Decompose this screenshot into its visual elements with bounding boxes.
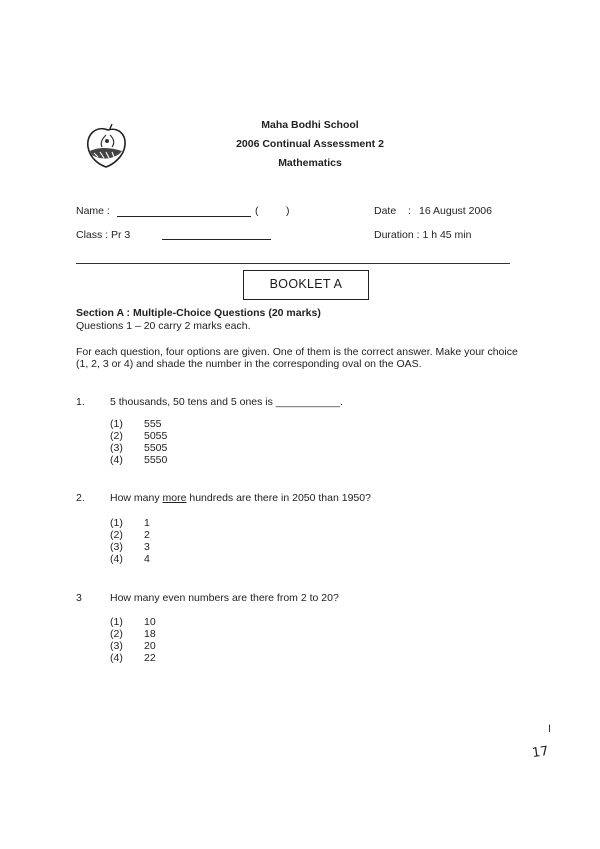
question-2-emphasis: more — [162, 492, 187, 504]
question-2-text-after: hundreds are there in 2050 than 1950? — [186, 492, 371, 504]
option-number: (3) — [110, 541, 123, 553]
option-number: (1) — [110, 517, 123, 529]
question-1-option-2[interactable] — [110, 430, 167, 442]
instructions-line-2: (1, 2, 3 or 4) and shade the number in the corresponding oval on the OAS. — [76, 358, 422, 370]
question-1-option-3[interactable] — [110, 442, 167, 454]
instructions-line-1: For each question, four options are given. One of them is the correct answer. Make your choice — [76, 346, 518, 358]
question-1-number: 1. — [76, 396, 85, 408]
question-2-number: 2. — [76, 492, 85, 504]
name-label: Name : — [76, 205, 110, 217]
question-1-option-1[interactable] — [110, 418, 162, 430]
question-3-option-3[interactable] — [110, 640, 156, 652]
option-value: 5550 — [144, 454, 168, 466]
question-2-text — [110, 492, 371, 504]
option-value: 5505 — [144, 442, 168, 454]
option-value: 1 — [144, 517, 150, 529]
class-field-line[interactable] — [162, 239, 271, 240]
assessment-title: 2006 Continual Assessment 2 — [236, 138, 384, 150]
booklet-label: BOOKLET A — [243, 270, 369, 300]
section-marks-note: Questions 1 – 20 carry 2 marks each. — [76, 320, 251, 332]
option-value: 4 — [144, 553, 150, 565]
option-value: 10 — [144, 616, 156, 628]
duration-label: Duration : 1 h 45 min — [374, 229, 472, 241]
date-label: Date — [374, 205, 397, 217]
handwritten-page-mark: 17 — [531, 743, 550, 762]
name-paren-close: ) — [286, 205, 290, 217]
question-2-option-2[interactable] — [110, 529, 150, 541]
header-divider — [76, 263, 510, 264]
question-2-option-1[interactable] — [110, 517, 150, 529]
option-value: 555 — [144, 418, 162, 430]
question-3-text: How many even numbers are there from 2 to 20? — [110, 592, 339, 604]
option-number: (4) — [110, 454, 123, 466]
date-colon: : — [408, 205, 411, 217]
option-value: 5055 — [144, 430, 168, 442]
question-3-option-1[interactable] — [110, 616, 156, 628]
option-number: (1) — [110, 418, 123, 430]
option-number: (4) — [110, 553, 123, 565]
option-value: 3 — [144, 541, 150, 553]
class-label: Class : Pr 3 — [76, 229, 131, 241]
question-1-text: 5 thousands, 50 tens and 5 ones is ___________. — [110, 396, 343, 408]
question-3-option-4[interactable] — [110, 652, 156, 664]
date-value: 16 August 2006 — [419, 205, 492, 217]
question-3-number: 3 — [76, 592, 82, 604]
option-value: 20 — [144, 640, 156, 652]
section-title: Section A : Multiple-Choice Questions (20 marks) — [76, 307, 321, 319]
school-logo — [82, 121, 130, 169]
option-number: (2) — [110, 430, 123, 442]
option-value: 22 — [144, 652, 156, 664]
option-value: 18 — [144, 628, 156, 640]
question-1-option-4[interactable] — [110, 454, 167, 466]
corner-mark: I — [548, 723, 552, 735]
name-paren-open: ( — [255, 205, 259, 217]
question-2-option-4[interactable] — [110, 553, 150, 565]
option-number: (4) — [110, 652, 123, 664]
option-number: (2) — [110, 529, 123, 541]
option-number: (3) — [110, 640, 123, 652]
option-number: (3) — [110, 442, 123, 454]
option-number: (2) — [110, 628, 123, 640]
school-name: Maha Bodhi School — [261, 119, 359, 131]
question-3-option-2[interactable] — [110, 628, 156, 640]
option-number: (1) — [110, 616, 123, 628]
subject-title: Mathematics — [278, 157, 342, 169]
option-value: 2 — [144, 529, 150, 541]
question-2-option-3[interactable] — [110, 541, 150, 553]
question-2-text-before: How many — [110, 492, 163, 504]
name-field-line[interactable] — [117, 216, 251, 217]
